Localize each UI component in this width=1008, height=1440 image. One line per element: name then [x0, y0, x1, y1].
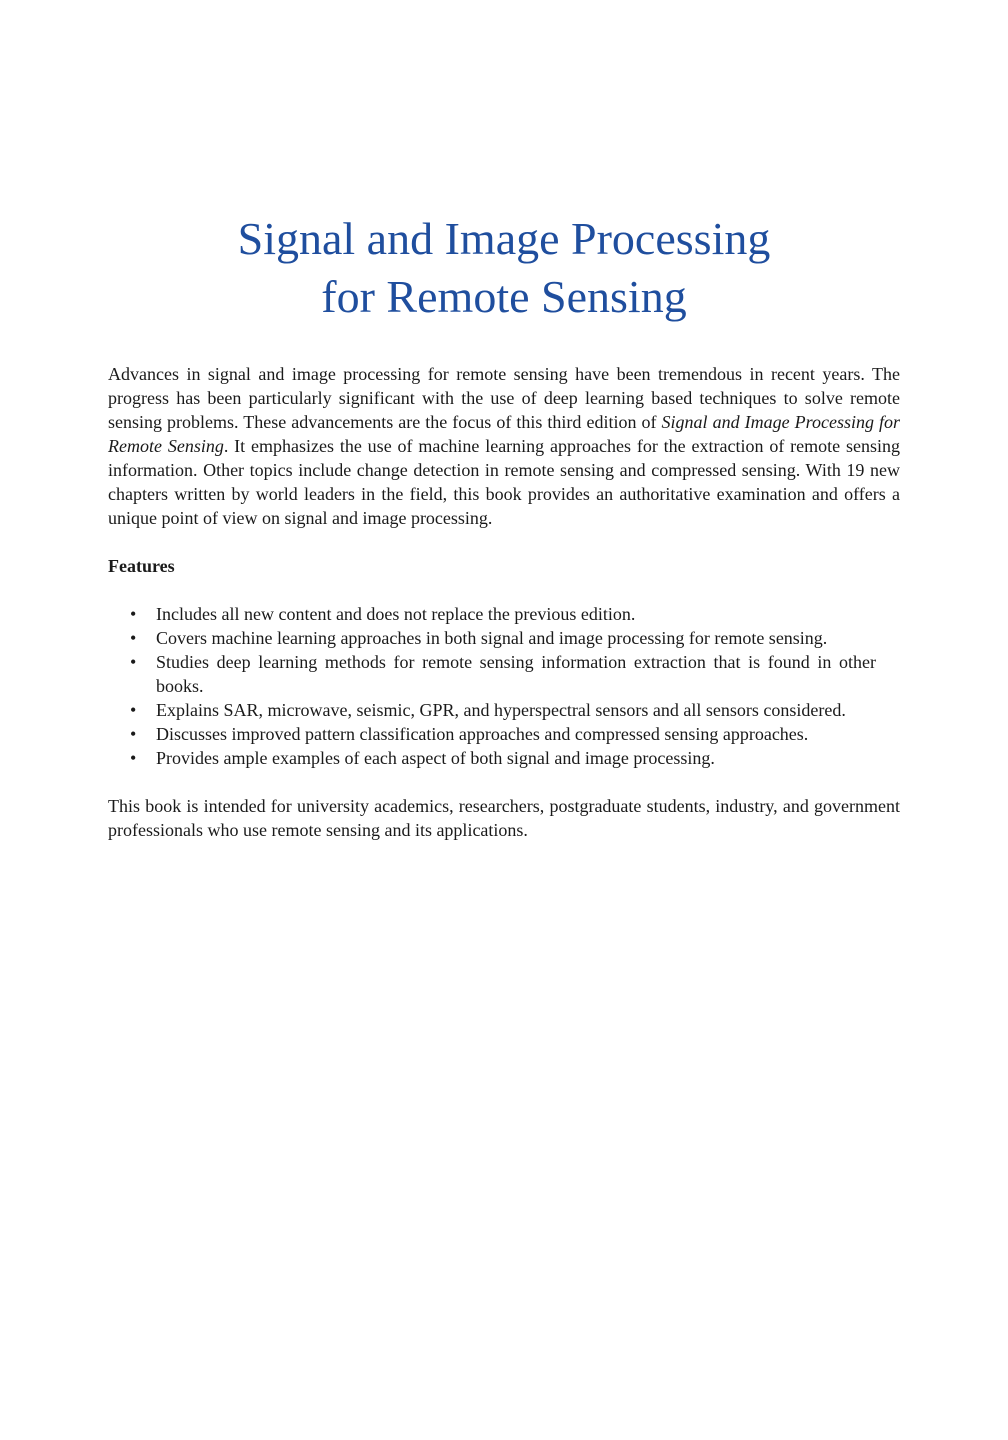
bullet-icon: •	[130, 748, 137, 768]
features-heading: Features	[108, 556, 175, 576]
feature-text: Explains SAR, microwave, seismic, GPR, and hyperspectral sensors and all sensors considered.	[156, 700, 846, 720]
bullet-icon: •	[130, 724, 137, 744]
feature-text: Includes all new content and does not replace the previous edition.	[156, 604, 636, 624]
bullet-icon: •	[130, 604, 137, 624]
intro-text-part-2: . It emphasizes the use of machine learning approaches for the extraction of remote sensing information. Other topics include change detection in remote sensing and compressed sensing. With 19 new chapters written by world leaders in the field, this book provides an authoritative examination and offers a unique point of view on signal and image processing.	[108, 436, 900, 528]
feature-text: Studies deep learning methods for remote sensing information extraction that is found in other books.	[156, 652, 876, 696]
bullet-icon: •	[130, 700, 137, 720]
feature-item	[108, 722, 900, 746]
audience-paragraph: This book is intended for university academics, researchers, postgraduate students, industry, and government professionals who use remote sensing and its applications.	[108, 796, 900, 840]
intro-book-title: Signal and Image Processing for Remote Sensing	[108, 412, 901, 456]
feature-item	[108, 602, 900, 626]
intro-text-part-1: Advances in signal and image processing for remote sensing have been tremendous in recent years. The progress has been particularly significant with the use of deep learning based techniques to solve remote sensing problems. These advancements are the focus of this third edition of	[108, 364, 900, 432]
feature-text: Discusses improved pattern classification approaches and compressed sensing approaches.	[156, 724, 809, 744]
feature-item	[108, 650, 900, 698]
feature-text: Covers machine learning approaches in both signal and image processing for remote sensing.	[156, 628, 828, 648]
feature-item	[108, 746, 900, 770]
feature-item	[108, 626, 900, 650]
bullet-icon: •	[130, 628, 137, 648]
feature-text: Provides ample examples of each aspect of both signal and image processing.	[156, 748, 715, 768]
bullet-icon: •	[130, 652, 137, 672]
book-title	[0, 210, 1008, 326]
book-title-line-2: for Remote Sensing	[321, 271, 687, 322]
feature-item	[108, 698, 900, 722]
features-list	[108, 602, 900, 770]
description-block	[108, 362, 900, 842]
book-title-line-1: Signal and Image Processing	[237, 213, 771, 264]
intro-paragraph	[108, 362, 900, 530]
